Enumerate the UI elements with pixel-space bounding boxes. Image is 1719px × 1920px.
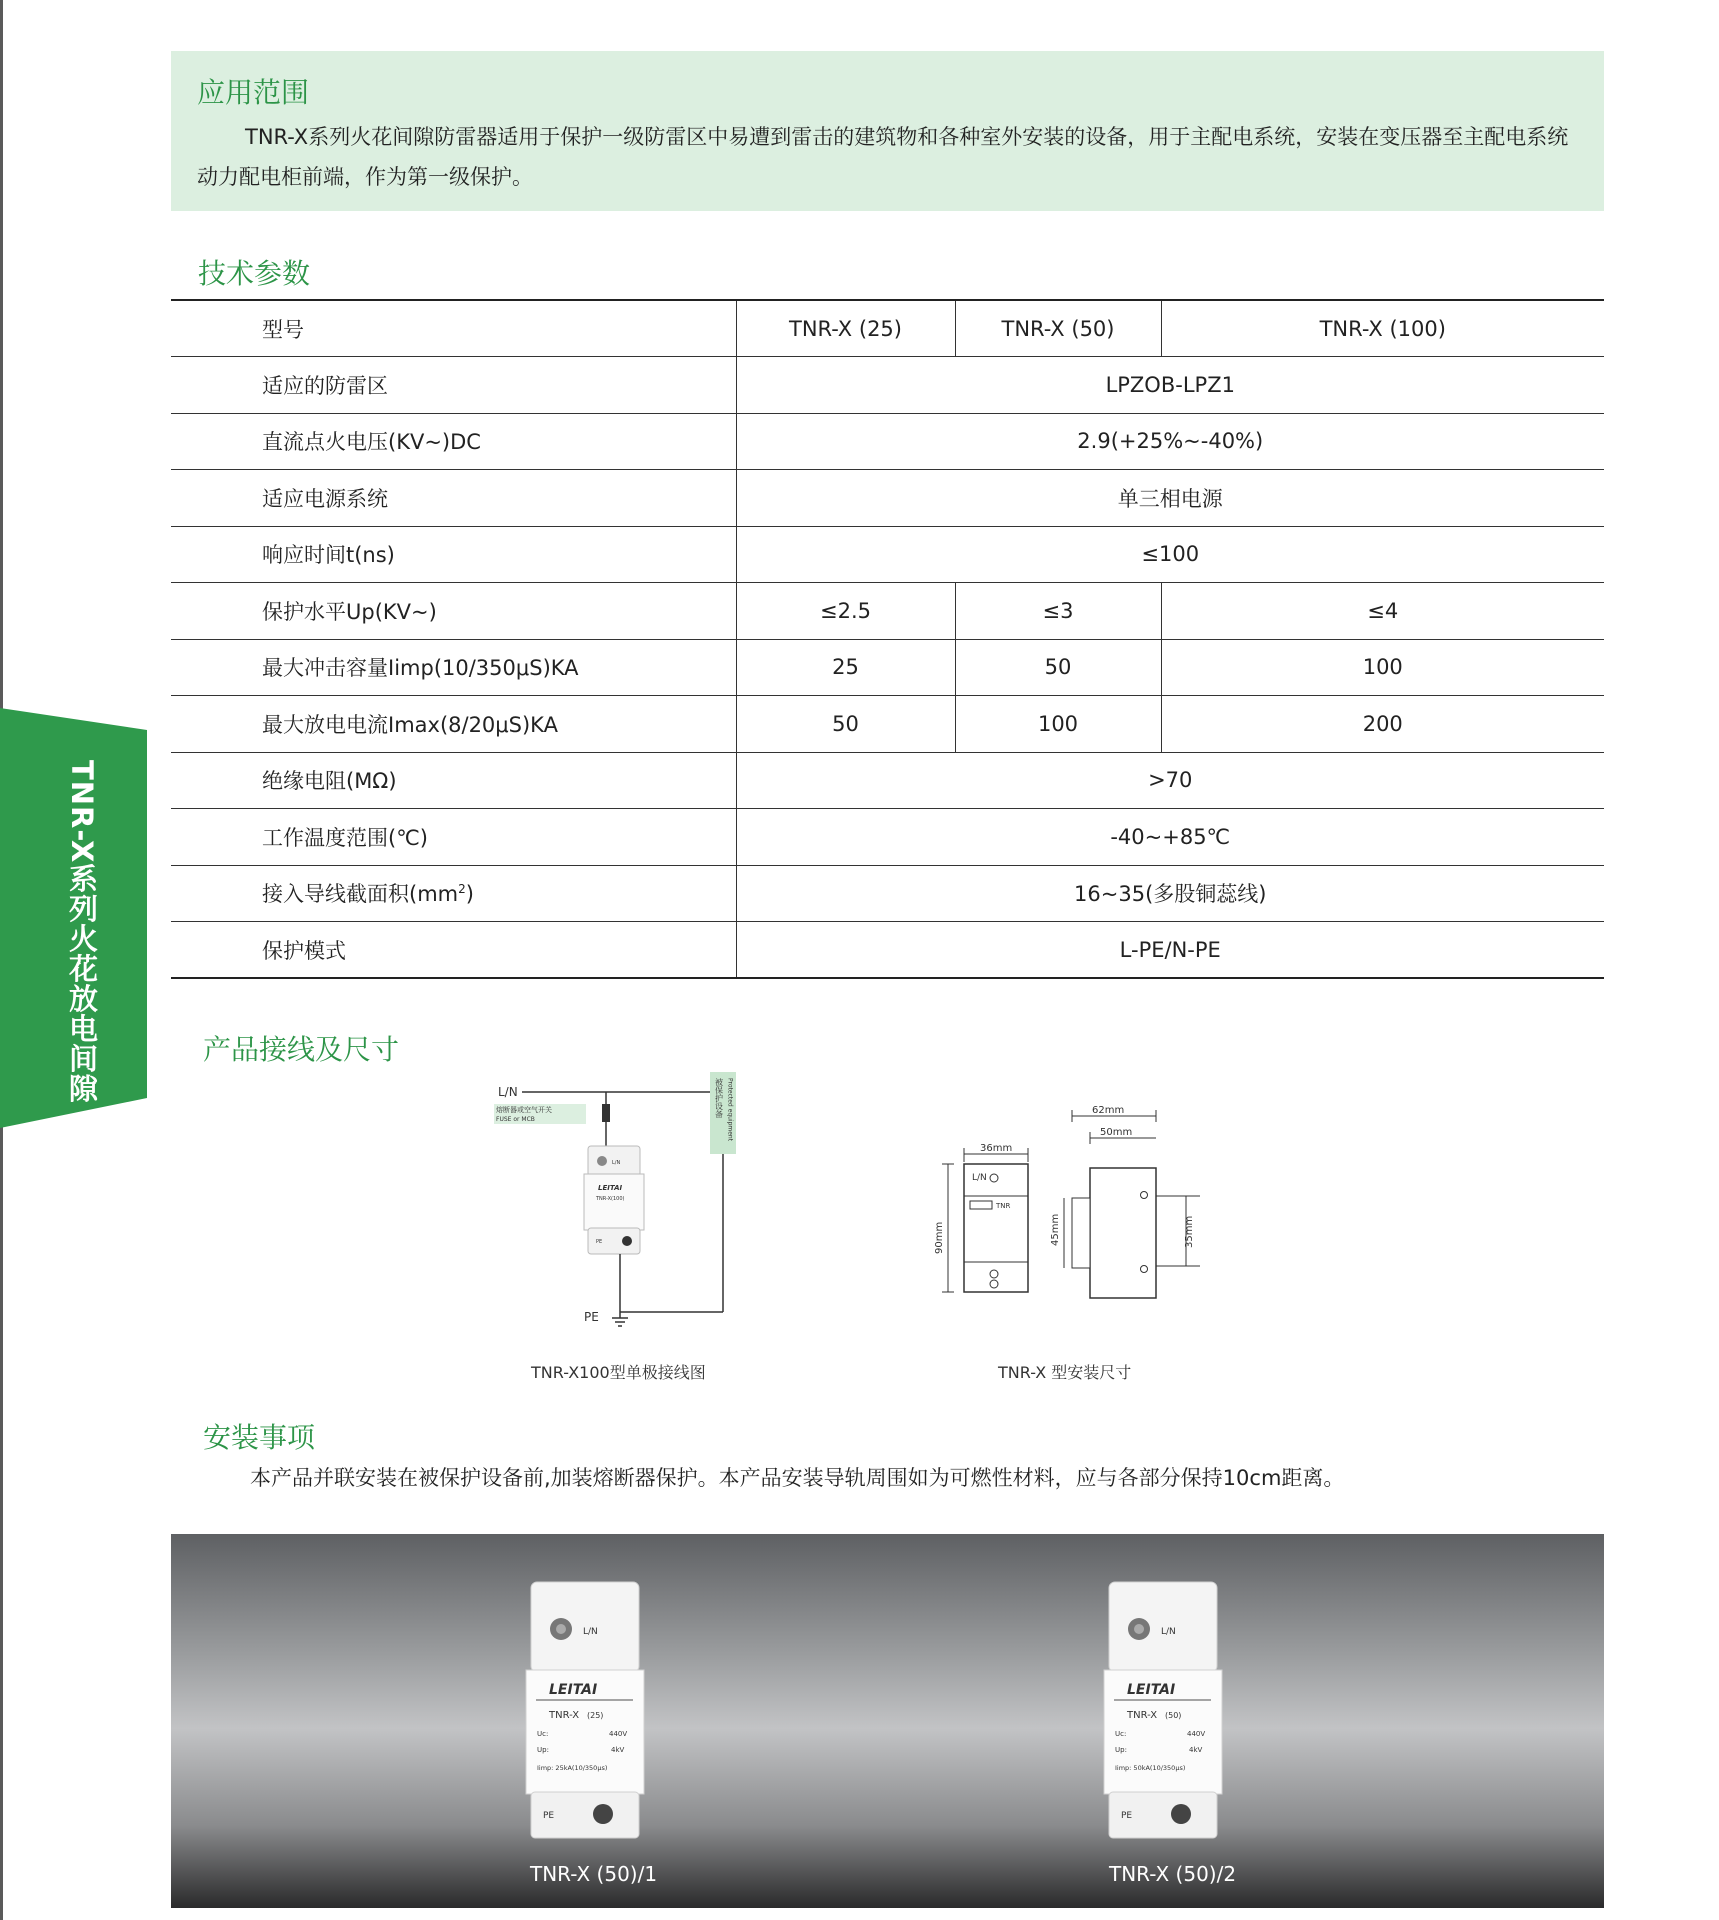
svg-text:PE: PE (1121, 1811, 1133, 1821)
fuse-label-en-text: FUSE or MCB (496, 1116, 535, 1123)
svg-text:440V: 440V (609, 1730, 628, 1738)
scope-heading: 应用范围 (197, 76, 310, 109)
dim-ln-text: L/N (972, 1173, 987, 1183)
svg-text:TNR-X: TNR-X (1127, 1710, 1158, 1721)
svg-text:LEITAI: LEITAI (1127, 1682, 1176, 1698)
row-value-50: 50 (955, 639, 1161, 696)
row-label-superscript: 2 (458, 882, 466, 897)
spec-table (171, 299, 1604, 979)
row-label: 最大放电电流Imax(8/20μS)KA (171, 696, 736, 753)
diagram1-caption: TNR-X100型单极接线图 (531, 1363, 706, 1382)
dim-width-front: 36mm (980, 1143, 1013, 1154)
fuse-icon (602, 1104, 610, 1122)
header-model-100: TNR-X (100) (1161, 300, 1604, 357)
row-label: 适应电源系统 (171, 470, 736, 527)
row-label-end: ) (465, 882, 474, 907)
row-label: 适应的防雷区 (171, 357, 736, 414)
tech-heading: 技术参数 (198, 257, 311, 290)
row-label: 工作温度范围(℃) (171, 809, 736, 866)
row-value-25: 25 (736, 639, 955, 696)
header-label: 型号 (171, 300, 736, 357)
diagram1-terminal-ln: L/N (612, 1160, 621, 1166)
row-value-50: ≤3 (955, 583, 1161, 640)
product-photo-left (526, 1582, 644, 1838)
svg-text:L/N: L/N (583, 1627, 598, 1637)
pe-terminal-icon (622, 1236, 632, 1246)
protected-label-text: 被保护设备 (714, 1078, 724, 1118)
dim-width-side: 62mm (1092, 1105, 1125, 1116)
row-label (171, 865, 736, 922)
row-value-100: 100 (1161, 639, 1604, 696)
row-label: 绝缘电阻(MΩ) (171, 752, 736, 809)
svg-text:(50): (50) (1165, 1711, 1182, 1720)
svg-text:TNR-X: TNR-X (549, 1710, 580, 1721)
front-view (964, 1164, 1028, 1292)
table-row (171, 583, 1604, 640)
row-value: 16~35(多股铜蕊线) (736, 865, 1604, 922)
svg-text:Uc:: Uc: (537, 1730, 549, 1738)
diagram1-pe-text: PE (584, 1310, 599, 1324)
svg-text:Iimp: 25kA(10/350μs): Iimp: 25kA(10/350μs) (537, 1764, 608, 1772)
table-row (171, 752, 1604, 809)
table-row (171, 639, 1604, 696)
product-photo-panel (171, 1534, 1604, 1908)
row-value: ≤100 (736, 526, 1604, 583)
svg-text:Up:: Up: (537, 1746, 549, 1754)
table-header-row (171, 300, 1604, 357)
wiring-heading: 产品接线及尺寸 (203, 1033, 400, 1066)
table-row (171, 865, 1604, 922)
product-photos (171, 1534, 1604, 1908)
row-value: 2.9(+25%~-40%) (736, 413, 1604, 470)
svg-text:Iimp: 50kA(10/350μs): Iimp: 50kA(10/350μs) (1115, 1764, 1186, 1772)
table-row (171, 526, 1604, 583)
dim-height-rail: 35mm (1184, 1215, 1195, 1248)
pe-terminal-icon (593, 1804, 613, 1824)
device-body (584, 1174, 644, 1230)
svg-text:Uc:: Uc: (1115, 1730, 1127, 1738)
pe-terminal-icon (1171, 1804, 1191, 1824)
row-label: 响应时间t(ns) (171, 526, 736, 583)
diagram-area (480, 1068, 1240, 1388)
row-value: LPZOB-LPZ1 (736, 357, 1604, 414)
dim-height: 90mm (934, 1221, 945, 1254)
row-label: 最大冲击容量Iimp(10/350μS)KA (171, 639, 736, 696)
table-row (171, 922, 1604, 979)
diagram2-caption: TNR-X 型安装尺寸 (998, 1363, 1132, 1382)
wiring-diagram (480, 1068, 1240, 1388)
row-value-100: ≤4 (1161, 583, 1604, 640)
row-value-50: 100 (955, 696, 1161, 753)
side-tab-label: TNR-X系列火花放电间隙 (65, 760, 99, 1104)
ground-icon (612, 1318, 628, 1326)
row-label: 保护水平Up(KV~) (171, 583, 736, 640)
side-tab (0, 708, 147, 1128)
ln-terminal-icon (597, 1156, 607, 1166)
row-value: L-PE/N-PE (736, 922, 1604, 979)
scope-section (171, 51, 1604, 211)
svg-text:440V: 440V (1187, 1730, 1206, 1738)
row-label-text: 接入导线截面积(mm (262, 882, 459, 907)
svg-text:Up:: Up: (1115, 1746, 1127, 1754)
scope-text: TNR-X系列火花间隙防雷器适用于保护一级防雷区中易遭到雷击的建筑物和各种室外安装的设备，用于主配电系统，安装在变压器至主配电系统动力配电柜前端，作为第一级保护。 (197, 125, 1569, 189)
diagram1-terminal-pe: PE (596, 1239, 603, 1245)
row-value-25: ≤2.5 (736, 583, 955, 640)
row-label: 保护模式 (171, 922, 736, 979)
fuse-label-text: 熔断器或空气开关 (496, 1106, 552, 1114)
table-row (171, 809, 1604, 866)
install-text: 本产品并联安装在被保护设备前,加装熔断器保护。本产品安装导轨周围如为可燃性材料，应与各部分保持10cm距离。 (250, 1466, 1345, 1490)
svg-text:PE: PE (543, 1811, 555, 1821)
dim-height-mid: 45mm (1050, 1213, 1061, 1246)
dim-width-inner: 50mm (1100, 1127, 1133, 1138)
table-row (171, 413, 1604, 470)
svg-text:(25): (25) (587, 1711, 604, 1720)
header-model-25: TNR-X (25) (736, 300, 955, 357)
diagram1-model: TNR-X(100) (596, 1196, 625, 1202)
row-value-100: 200 (1161, 696, 1604, 753)
product-photo-right (1104, 1582, 1222, 1838)
photo-left-caption: TNR-X (50)/1 (530, 1862, 658, 1886)
table-row (171, 696, 1604, 753)
svg-text:L/N: L/N (1161, 1627, 1176, 1637)
side-view (1090, 1168, 1156, 1298)
diagram1-ln-text: L/N (498, 1085, 518, 1099)
svg-text:4kV: 4kV (1189, 1746, 1203, 1754)
side-view-rail (1072, 1198, 1090, 1268)
svg-text:LEITAI: LEITAI (549, 1682, 598, 1698)
table-row (171, 357, 1604, 414)
row-value-25: 50 (736, 696, 955, 753)
row-label: 直流点火电压(KV~)DC (171, 413, 736, 470)
dim-tnr-text: TNR (996, 1202, 1011, 1210)
row-value: -40~+85℃ (736, 809, 1604, 866)
row-value: >70 (736, 752, 1604, 809)
protected-label-en-text: Protected equipment (726, 1078, 734, 1142)
row-value: 单三相电源 (736, 470, 1604, 527)
install-heading: 安装事项 (203, 1421, 316, 1454)
diagram1-brand: LEITAI (598, 1184, 623, 1192)
table-row (171, 470, 1604, 527)
svg-text:4kV: 4kV (611, 1746, 625, 1754)
photo-right-caption: TNR-X (50)/2 (1109, 1862, 1237, 1886)
header-model-50: TNR-X (50) (955, 300, 1161, 357)
